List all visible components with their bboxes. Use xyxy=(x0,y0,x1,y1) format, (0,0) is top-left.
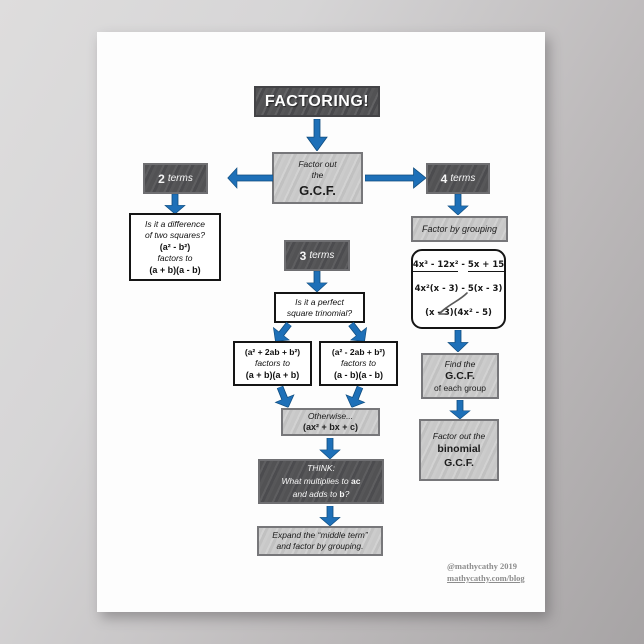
difference-of-squares-box xyxy=(129,213,221,281)
diff-line5: (a + b)(a - b) xyxy=(149,264,201,275)
example-group2: 5x + 15 xyxy=(467,260,505,270)
binomial-line3: G.C.F. xyxy=(444,456,474,469)
arrow-find-gcf-down-icon xyxy=(449,400,471,419)
think-line2-bold: ac xyxy=(350,476,361,486)
credit-block xyxy=(447,560,525,584)
binomial-gcf-box xyxy=(419,419,499,481)
arrow-three-terms-down-icon xyxy=(306,271,328,292)
arrow-think-down-icon xyxy=(319,506,341,526)
perfect-square-line2: square trinomial? xyxy=(286,307,353,318)
example-line3: (x - 3)(4x² - 5) xyxy=(425,308,492,318)
arrow-gcf-to-four-terms-icon xyxy=(365,167,427,189)
factoring-poster xyxy=(97,32,545,612)
think-line3-bold: b xyxy=(339,489,345,499)
find-gcf-line1: Find the xyxy=(444,358,476,369)
otherwise-line2: (ax² + bx + c) xyxy=(302,422,359,432)
grouping-example-box xyxy=(411,249,506,329)
credit-url: mathycathy.com/blog xyxy=(447,573,525,583)
minus-trinomial-line2: factors to xyxy=(341,358,376,368)
diff-line4: factors to xyxy=(157,252,193,263)
arrow-gcf-to-two-terms-icon xyxy=(227,167,273,189)
think-line1: THINK: xyxy=(307,463,335,473)
four-terms-word: terms xyxy=(450,173,476,184)
four-terms-box xyxy=(426,163,490,194)
find-gcf-line2: G.C.F. xyxy=(445,369,475,382)
diff-line3: (a² - b²) xyxy=(159,241,191,252)
handdrawn-curved-arrow-icon xyxy=(433,291,471,317)
find-gcf-line3: of each group xyxy=(434,382,486,393)
binomial-line1: Factor out the xyxy=(432,430,486,441)
two-terms-number: 2 xyxy=(158,171,165,186)
diff-line2: of two squares? xyxy=(144,229,205,240)
perfect-square-line1: Is it a perfect xyxy=(295,296,344,307)
factor-by-grouping-label: Factor by grouping xyxy=(421,223,498,234)
example-mid: - xyxy=(461,260,465,270)
plus-trinomial-line1: (a² + 2ab + b²) xyxy=(244,347,301,357)
arrow-example-down-icon xyxy=(447,330,469,352)
three-terms-box xyxy=(284,240,350,271)
plus-trinomial-box xyxy=(233,341,312,386)
arrow-title-to-gcf-icon xyxy=(306,119,328,151)
binomial-line2: binomial xyxy=(437,442,481,455)
poster-title: FACTORING! xyxy=(264,92,370,110)
four-terms-number: 4 xyxy=(440,171,448,186)
think-line3 xyxy=(293,488,350,501)
arrow-four-terms-down-icon xyxy=(447,194,469,215)
find-gcf-box xyxy=(421,353,499,399)
three-terms-word: terms xyxy=(309,250,335,261)
two-terms-box xyxy=(143,163,208,194)
think-line3-text: and adds to xyxy=(292,489,340,499)
otherwise-line1: Otherwise... xyxy=(307,411,354,421)
three-terms-number: 3 xyxy=(299,248,307,263)
minus-trinomial-box xyxy=(319,341,398,386)
credit-handle: @mathycathy 2019 xyxy=(447,561,518,571)
otherwise-box xyxy=(281,408,380,436)
gcf-line2: the xyxy=(311,169,324,180)
arrow-two-terms-down-icon xyxy=(164,194,186,214)
minus-trinomial-line1: (a² - 2ab + b²) xyxy=(331,347,386,357)
think-line3-suffix: ? xyxy=(344,489,350,499)
think-line2-text: What multiplies to xyxy=(281,476,351,486)
example-line2: 4x²(x - 3) - 5(x - 3) xyxy=(414,284,503,294)
minus-trinomial-line3: (a - b)(a - b) xyxy=(334,370,383,380)
two-terms-word: terms xyxy=(167,173,193,184)
gcf-line3: G.C.F. xyxy=(299,182,336,198)
arrow-otherwise-down-icon xyxy=(319,438,341,459)
gcf-box xyxy=(272,152,363,204)
think-line2 xyxy=(282,475,361,488)
expand-line2: and factor by grouping. xyxy=(276,541,364,551)
expand-box xyxy=(257,526,383,556)
example-line1 xyxy=(413,260,504,270)
plus-trinomial-line3: (a + b)(a + b) xyxy=(245,370,300,380)
perfect-square-box xyxy=(274,292,365,323)
factor-by-grouping-box xyxy=(411,216,508,242)
plus-trinomial-line2: factors to xyxy=(255,358,290,368)
diff-line1: Is it a difference xyxy=(144,218,205,229)
think-box xyxy=(258,459,384,504)
title-box xyxy=(254,86,380,117)
gcf-line1: Factor out xyxy=(298,158,337,169)
expand-line1: Expand the “middle term” xyxy=(272,530,368,540)
example-group1: 4x³ - 12x² xyxy=(412,260,459,270)
